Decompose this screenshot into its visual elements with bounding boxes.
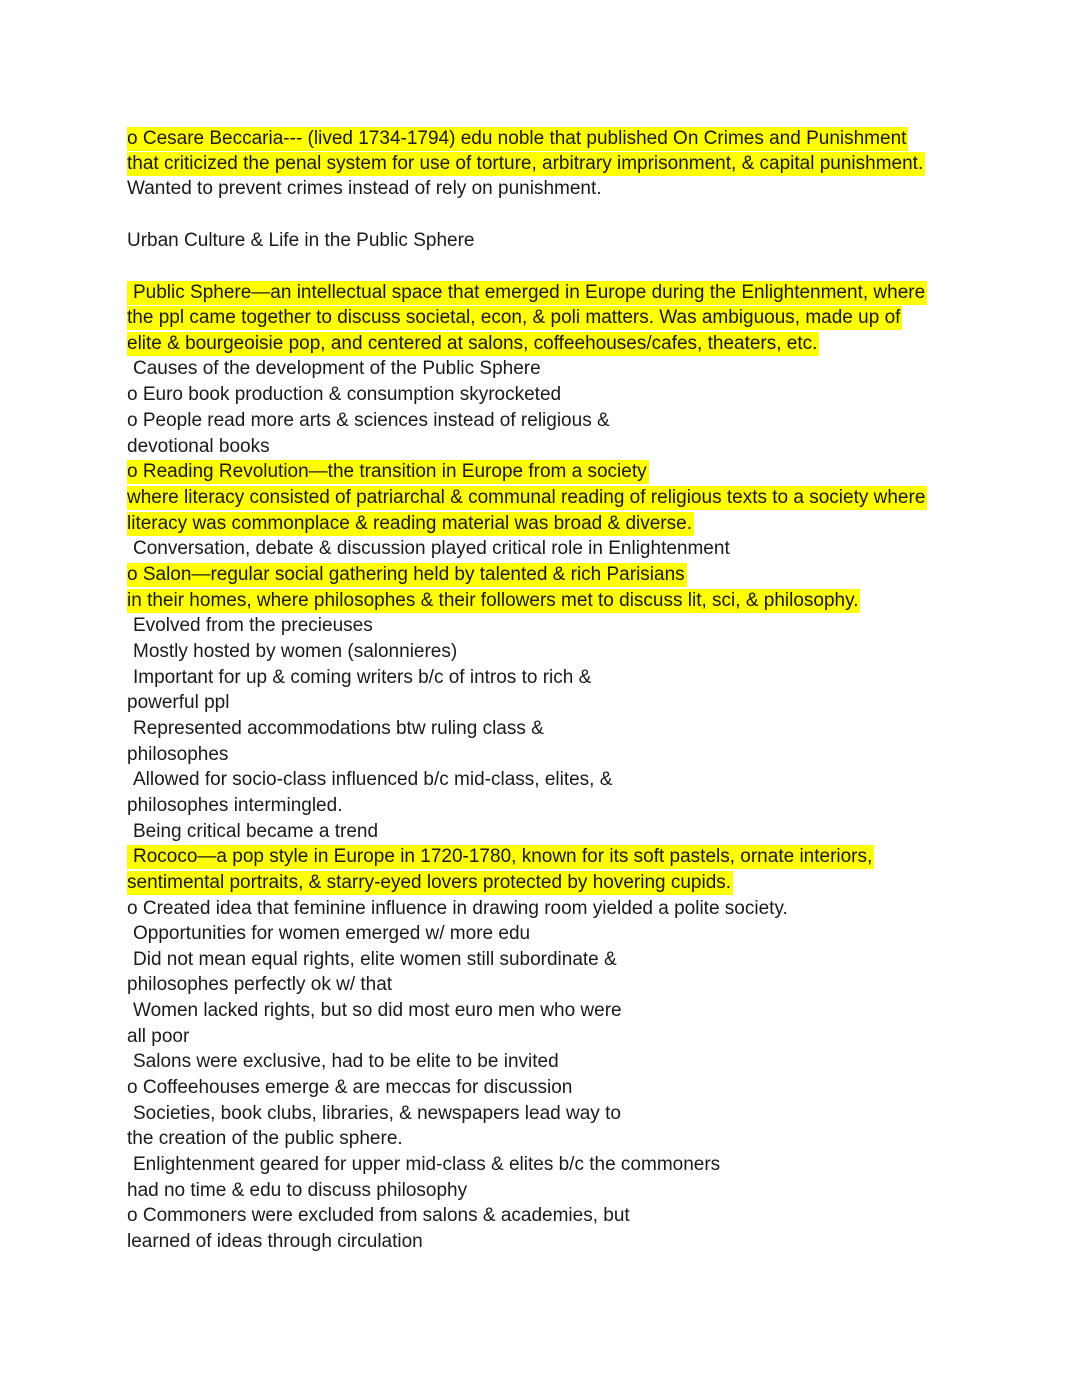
note-line bbox=[127, 589, 860, 613]
note-line bbox=[127, 537, 732, 561]
note-line bbox=[127, 691, 231, 715]
note-line-text: Causes of the development of the Public Sphere bbox=[133, 358, 541, 379]
note-line bbox=[127, 871, 733, 895]
note-line bbox=[127, 1102, 623, 1126]
note-line-text: o Euro book production & consumption skyrocketed bbox=[127, 384, 562, 405]
note-line-text: where literacy consisted of patriarchal & communal reading of religious texts to a society where bbox=[127, 487, 926, 508]
note-line bbox=[127, 948, 619, 972]
section-heading-text: Urban Culture & Life in the Public Sphere bbox=[127, 230, 475, 251]
note-line-text: Mostly hosted by women (salonnieres) bbox=[133, 641, 458, 662]
note-line-text: o Coffeehouses emerge & are meccas for discussion bbox=[127, 1077, 573, 1098]
note-line bbox=[127, 666, 593, 690]
note-line bbox=[127, 409, 612, 433]
note-line bbox=[127, 357, 543, 381]
note-line bbox=[127, 306, 902, 330]
note-line bbox=[127, 820, 380, 844]
note-line bbox=[127, 743, 230, 767]
note-line-text: Conversation, debate & discussion played critical role in Enlightenment bbox=[133, 538, 730, 559]
note-line-text: Societies, book clubs, libraries, & newspapers lead way to bbox=[133, 1103, 621, 1124]
note-line bbox=[127, 563, 687, 587]
note-line-text: o People read more arts & sciences instead of religious & bbox=[127, 410, 610, 431]
note-line-text: Wanted to prevent crimes instead of rely on punishment. bbox=[127, 178, 602, 199]
note-line bbox=[127, 922, 532, 946]
note-line bbox=[127, 177, 604, 201]
note-line-text: o Cesare Beccaria--- (lived 1734-1794) edu noble that published On Crimes and Punishment bbox=[127, 128, 907, 149]
note-line-text: Did not mean equal rights, elite women still subordinate & bbox=[133, 949, 617, 970]
note-line-text: Being critical became a trend bbox=[133, 821, 379, 842]
note-line bbox=[127, 999, 624, 1023]
note-line bbox=[127, 281, 927, 305]
note-line bbox=[127, 794, 344, 818]
note-line-text: in their homes, where philosophes & their followers met to discuss lit, sci, & philosophy. bbox=[127, 590, 859, 611]
note-line bbox=[127, 1127, 405, 1151]
note-line-text: Represented accommodations btw ruling class & bbox=[133, 718, 544, 739]
note-line-text: philosophes perfectly ok w/ that bbox=[127, 974, 393, 995]
note-line bbox=[127, 1050, 561, 1074]
note-line bbox=[127, 1179, 469, 1203]
note-line-text: Important for up & coming writers b/c of intros to rich & bbox=[133, 667, 592, 688]
note-line bbox=[127, 717, 546, 741]
note-line bbox=[127, 152, 925, 176]
note-line-text: o Salon—regular social gathering held by talented & rich Parisians bbox=[127, 564, 685, 585]
note-line-text: Allowed for socio-class influenced b/c mid-class, elites, & bbox=[133, 769, 613, 790]
note-line bbox=[127, 845, 874, 869]
note-line bbox=[127, 512, 694, 536]
note-line bbox=[127, 1230, 425, 1254]
note-line bbox=[127, 332, 819, 356]
note-line bbox=[127, 1076, 574, 1100]
note-line bbox=[127, 1153, 722, 1177]
note-line-text: o Commoners were excluded from salons & academies, but bbox=[127, 1205, 630, 1226]
note-line bbox=[127, 897, 790, 921]
note-line bbox=[127, 614, 375, 638]
note-line-text: Opportunities for women emerged w/ more edu bbox=[133, 923, 531, 944]
note-line-text: devotional books bbox=[127, 436, 270, 457]
note-line-text: Salons were exclusive, had to be elite to be invited bbox=[133, 1051, 559, 1072]
note-line-text: had no time & edu to discuss philosophy bbox=[127, 1180, 468, 1201]
note-line bbox=[127, 486, 927, 510]
note-line-text: literacy was commonplace & reading material was broad & diverse. bbox=[127, 513, 692, 534]
note-line bbox=[127, 1204, 632, 1228]
note-line-text: learned of ideas through circulation bbox=[127, 1231, 423, 1252]
note-line bbox=[127, 640, 459, 664]
note-line-text: elite & bourgeoisie pop, and centered at salons, coffeehouses/cafes, theaters, etc. bbox=[127, 333, 818, 354]
note-line bbox=[127, 435, 272, 459]
note-line-text: o Reading Revolution—the transition in Europe from a society bbox=[127, 461, 647, 482]
note-line-text: Public Sphere—an intellectual space that emerged in Europe during the Enlightenment, where bbox=[127, 281, 927, 305]
note-line-text: Enlightenment geared for upper mid-class & elites b/c the commoners bbox=[133, 1154, 721, 1175]
note-line bbox=[127, 973, 394, 997]
note-line-text: Women lacked rights, but so did most euro men who were bbox=[133, 1000, 622, 1021]
note-line-text: the creation of the public sphere. bbox=[127, 1128, 403, 1149]
note-line-text: philosophes bbox=[127, 744, 229, 765]
note-line-text: Rococo—a pop style in Europe in 1720-1780, known for its soft pastels, ornate interiors, bbox=[127, 845, 874, 869]
note-line-text: o Created idea that feminine influence in drawing room yielded a polite society. bbox=[127, 898, 788, 919]
note-line bbox=[127, 1025, 191, 1049]
note-line-text: powerful ppl bbox=[127, 692, 230, 713]
note-line bbox=[127, 383, 563, 407]
note-line-text: the ppl came together to discuss societal, econ, & poli matters. Was ambiguous, made up of bbox=[127, 307, 901, 328]
note-line-text: sentimental portraits, & starry-eyed lovers protected by hovering cupids. bbox=[127, 872, 732, 893]
note-line bbox=[127, 768, 614, 792]
note-line-text: philosophes intermingled. bbox=[127, 795, 343, 816]
note-line bbox=[127, 460, 649, 484]
note-line bbox=[127, 127, 908, 151]
section-heading bbox=[127, 229, 476, 253]
note-line-text: Evolved from the precieuses bbox=[133, 615, 373, 636]
note-line-text: that criticized the penal system for use of torture, arbitrary imprisonment, & capital punishment. bbox=[127, 153, 924, 174]
note-line-text: all poor bbox=[127, 1026, 190, 1047]
